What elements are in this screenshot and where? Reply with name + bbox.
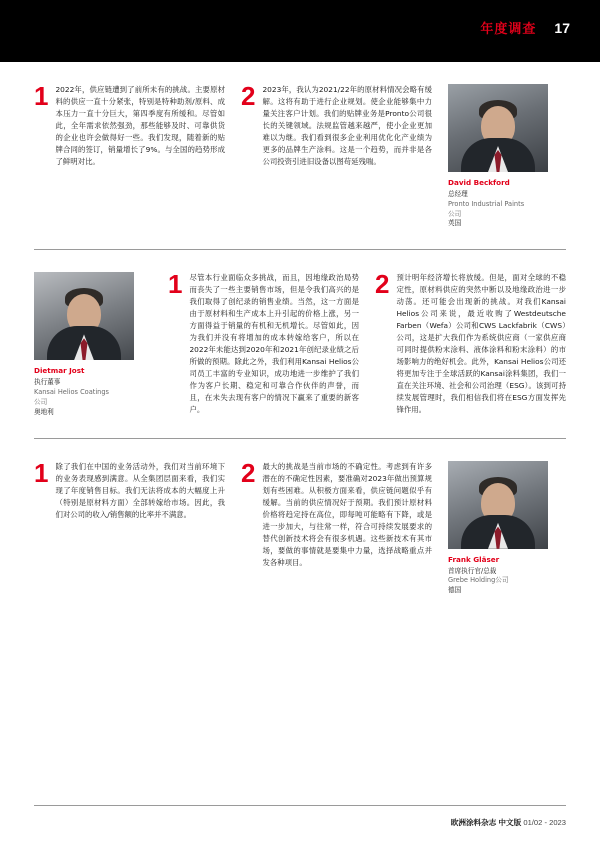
portrait-block-beckford [448, 84, 566, 229]
person-name: Frank Gläser [448, 554, 500, 564]
section-beckford [34, 62, 566, 249]
answer-text: 除了我们在中国的业务活动外，我们对当前环境下的业务表现感到满意。从全集团层面来看，我们实现了年度销售目标。我们无法将成本的大幅度上升（特别是原材料方面）全部转嫁给市场。因此，我们对公司的收入/销售额的比率并不满意。 [55, 461, 225, 519]
answer-column-2 [241, 457, 432, 569]
answer-text: 2022年，供应链遭到了前所未有的挑战。主要原材料的供应一直十分紧张，特别是特种助剂/原料、成本压力一直十分巨大，第四季度有所缓和。尽管如此，全年需求依然强劲，那些能够及时、可靠供货的企业也许会做得好一些。我们发现，随着新的贴牌合同的签订，销量增长了9%。与全国的趋势形成了鲜明对比。 [55, 85, 225, 166]
answer-column-2 [241, 81, 432, 168]
portrait-block-glaeser [448, 461, 566, 596]
answer-column-1 [168, 269, 359, 416]
portrait-david-beckford [448, 84, 548, 172]
header-title: 年度调查 [480, 21, 537, 36]
person-company: Pronto Industrial Paints [448, 199, 525, 208]
person-role: 首席执行官/总裁 [448, 566, 497, 575]
person-country: 英国 [448, 219, 462, 228]
question-numeral: 1 [34, 457, 49, 488]
page-footer [0, 805, 600, 849]
page-header [0, 0, 600, 62]
answer-text: 预计明年经济增长将放缓。但是，面对全球的不稳定性，原材料供应的突然中断以及地缘政治进一步动荡。还可能会出现新的挑战。对我们Kansai Helios公司来说，最近收购了Westdeutsche Farben（Wefa）公司和CWS Lackfabrik（CWS）公司，这是扩大我们作为系统供应商（一家供应商可同时提供粉末涂料、液体涂料和粉末涂料）的市场影响力的绝好机会。此外，Kansai Helios公司还将更加专注于全球活跃的Kansai涂料集团，我们一直在关注环境、社会和公司治理（ESG）。该到可持续发展管理时，我们相信我们将在ESG方面发挥先锋作用。 [396, 273, 566, 415]
answer-text: 尽管本行业面临众多挑战，而且，因地缘政治局势而丧失了一些主要销售市场，但是令我们高兴的是我们取得了创纪录的销售业绩。当然，这一方面是由于原材料和生产成本上升引起的价格上涨，另一方面得益于销量的有机和无机增长。尽管如此，因为我们并没有将增加的成本转嫁给客户，所以在2022年未能达到2020年和2021年创纪录业绩之后所做的预期。除此之外，我们利用Kansai Helios公司员工丰富的专业知识，成功地进一步维护了我们作为客户长期、稳定和可靠合作伙伴的声誉，而且，在未失去现有客户的情况下赢来了重要的新客户。 [189, 273, 359, 415]
answer-column-1 [34, 81, 225, 168]
answer-text: 最大的挑战是当前市场的不确定性。考虑到有许多潜在的不确定性因素，要准确对2023年做出预算规划有些困难。从积极方面来看，供应链问题似乎有缓解。当前的供应情况好于预期。我们预计原材料价格将趋定持在高位，即每吨可能略有下降，或是进一步加大，与往常一样，符合可持续发展要求的替代创新技术将会有很多机遇。这些新技术有其市场，要做的事情就是要集中力量，选择战略重点并发各种项目。 [262, 461, 432, 567]
footer-publication: 欧洲涂料杂志 中文版 [450, 818, 522, 827]
question-numeral: 1 [34, 81, 49, 111]
footer-issue: 01/02 - 2023 [523, 818, 566, 827]
person-role: 执行董事 [34, 378, 61, 387]
section-columns [34, 269, 566, 417]
article-content [0, 62, 600, 805]
portrait-caption [448, 555, 566, 596]
answer-column-1 [34, 457, 225, 521]
footer-divider [34, 805, 566, 806]
person-company-line2: 公司 [34, 397, 48, 406]
section-jost [34, 250, 566, 437]
portrait-frank-glaeser [448, 461, 548, 549]
portrait-caption [448, 178, 566, 229]
person-country: 德国 [448, 586, 462, 595]
person-name: David Beckford [448, 178, 510, 187]
question-numeral: 2 [375, 269, 390, 300]
portrait-dietmar-jost [34, 272, 134, 360]
question-numeral: 1 [168, 269, 183, 300]
question-numeral: 2 [241, 81, 256, 111]
section-glaeser [34, 439, 566, 616]
header-inner [480, 18, 570, 37]
portrait-block-jost [34, 272, 152, 417]
section-columns [34, 81, 566, 229]
portrait-caption [34, 366, 152, 417]
person-role: 总经理 [448, 189, 468, 198]
question-numeral: 2 [241, 457, 256, 488]
person-company: Grebe Holding公司 [448, 576, 509, 585]
person-name: Dietmar Jost [34, 366, 85, 376]
footer-text [451, 817, 566, 828]
person-company-line2: 公司 [448, 209, 462, 218]
person-country: 奥地利 [34, 407, 54, 416]
answer-column-2 [375, 269, 566, 416]
answer-text: 2023年，我认为2021/22年的原材料情况会略有缓解。这将有助于进行企业规划。使企业能够集中力量关注客户计划。我们的贴牌业务是Pronto公司很长的关键领域。法规监管越来越严，使小企业更加难以为继。我们看到很多企业利用优化化产业绩为更多的品牌生产涂料。这是一个趋势，而并非是各公司投资引进旧设备以图苟延残喘。 [262, 85, 432, 166]
page-number: 17 [554, 20, 570, 36]
section-columns [34, 457, 566, 596]
person-company: Kansai Helios Coatings [34, 388, 109, 397]
